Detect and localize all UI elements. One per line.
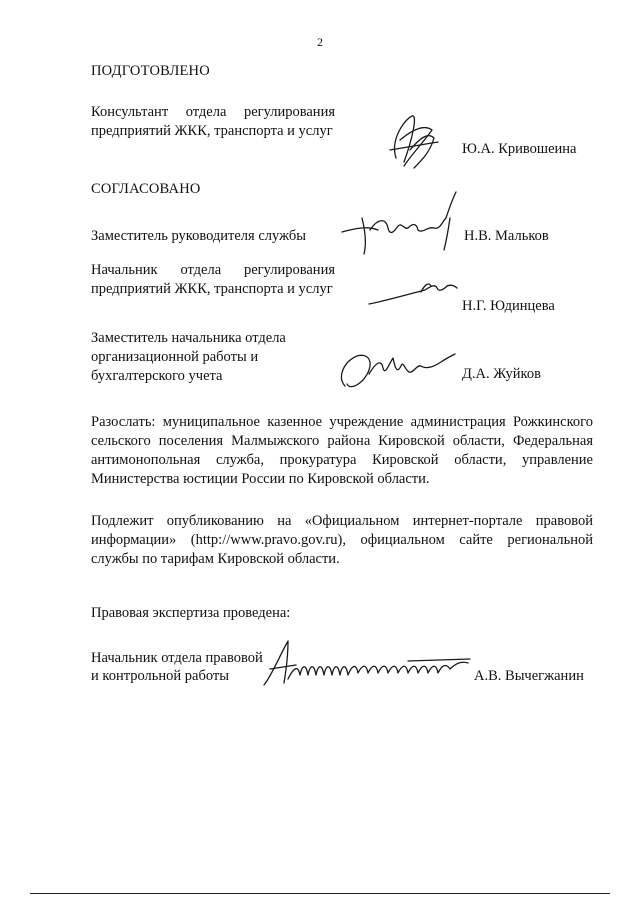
legal-review-position-line2: и контрольной работы: [91, 668, 229, 684]
distribution-text: Разослать: муниципальное казенное учреждение администрация Рожкинского сельского поселения Малмыжского района Кировской области, Федеральная антимонопольная служба, прокуратура Кировской области, управление Министерства юстиции России по Кировской области.: [91, 414, 593, 487]
legal-review-position-line1: Начальник отдела правовой: [91, 650, 263, 666]
footer-rule: [30, 893, 610, 894]
publication-text: Подлежит опубликованию на «Официальном интернет-портале правовой информации» (http://www.pravo.gov.ru), официальном сайте региональной службы по тарифам Кировской области.: [91, 513, 593, 567]
signature-vychegzhanin: [258, 635, 473, 690]
page-number: 2: [317, 35, 323, 49]
signer-1-name: Н.В. Мальков: [464, 228, 549, 244]
signer-3-position: Заместитель начальника отдела организационной работы и бухгалтерского учета: [91, 330, 286, 384]
signer-1-position: Заместитель руководителя службы: [91, 228, 307, 244]
agreed-heading: СОГЛАСОВАНО: [91, 181, 201, 197]
prepared-name: Ю.А. Кривошеина: [462, 141, 577, 157]
signature-yudintseva: [365, 274, 460, 314]
signature-zhuykov: [335, 344, 460, 394]
signer-2-name: Н.Г. Юдинцева: [462, 298, 555, 314]
signer-3-name: Д.А. Жуйков: [462, 366, 541, 382]
signature-krivosheina: [382, 110, 442, 175]
legal-review-name: А.В. Вычегжанин: [474, 668, 584, 684]
signer-2-position: Начальник отдела регулирования предприятий ЖКК, транспорта и услуг: [91, 262, 335, 297]
legal-review-heading: Правовая экспертиза проведена:: [91, 605, 291, 621]
signature-malkov: [338, 188, 468, 258]
prepared-heading: ПОДГОТОВЛЕНО: [91, 63, 210, 79]
prepared-position: Консультант отдела регулирования предприятий ЖКК, транспорта и услуг: [91, 104, 335, 139]
